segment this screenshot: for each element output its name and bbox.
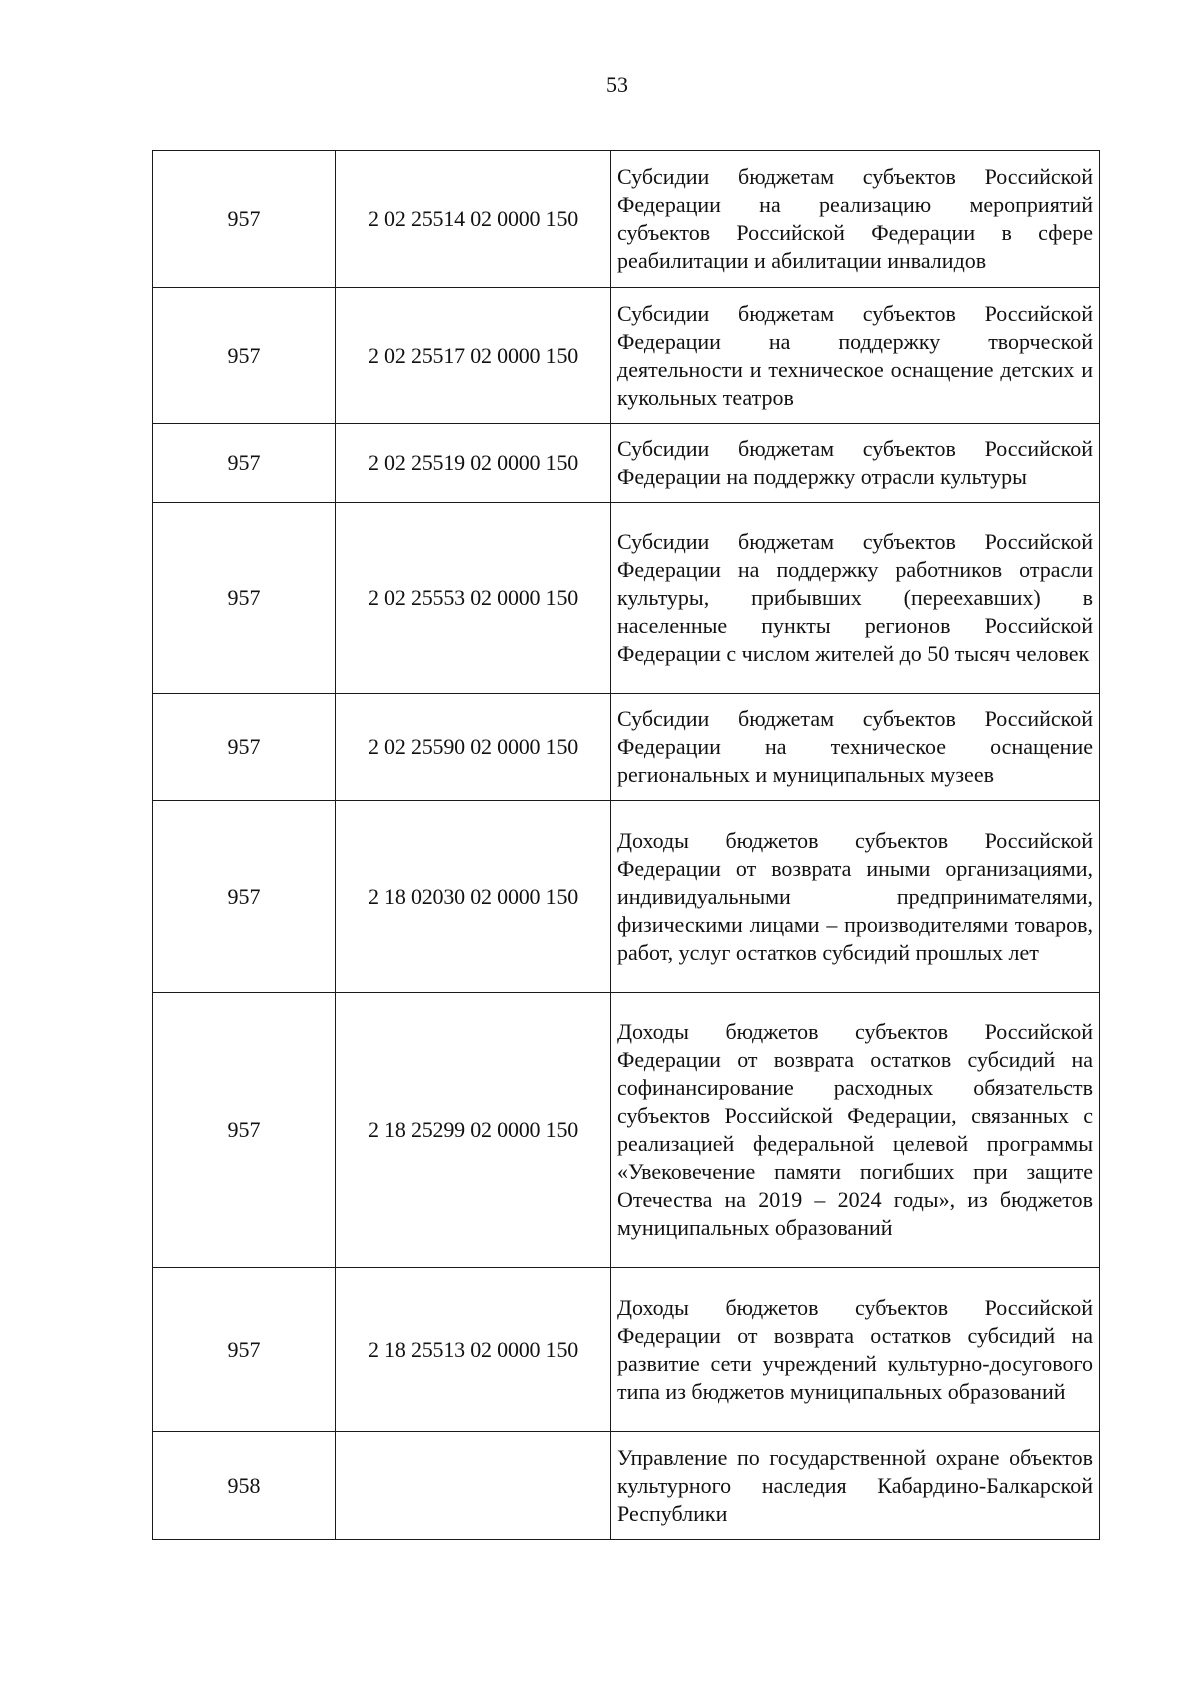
revenue-code-cell: 2 18 02030 02 0000 150 bbox=[336, 801, 611, 993]
description-cell: Доходы бюджетов субъектов Российской Федерации от возврата остатков субсидий на софинансирование расходных обязательств субъектов Российской Федерации, связанных с реализацией федеральной целевой программы «Увековечение памяти погибших при защите Отечества на 2019 – 2024 годы», из бюджетов муниципальных образований bbox=[611, 993, 1100, 1268]
table-row bbox=[153, 151, 1100, 288]
revenue-codes-table bbox=[152, 150, 1100, 1540]
admin-code-cell: 957 bbox=[153, 424, 336, 503]
admin-code-cell: 957 bbox=[153, 801, 336, 993]
description-cell: Субсидии бюджетам субъектов Российской Федерации на поддержку работников отрасли культуры, прибывших (переехавших) в населенные пункты регионов Российской Федерации с числом жителей до 50 тысяч человек bbox=[611, 503, 1100, 694]
admin-code-cell: 957 bbox=[153, 993, 336, 1268]
table-row bbox=[153, 1432, 1100, 1540]
description-cell: Субсидии бюджетам субъектов Российской Федерации на техническое оснащение региональных и муниципальных музеев bbox=[611, 694, 1100, 801]
description-cell: Субсидии бюджетам субъектов Российской Федерации на реализацию мероприятий субъектов Российской Федерации в сфере реабилитации и абилитации инвалидов bbox=[611, 151, 1100, 288]
page-number: 53 bbox=[606, 72, 628, 97]
admin-code-cell: 957 bbox=[153, 288, 336, 424]
revenue-code-cell: 2 02 25590 02 0000 150 bbox=[336, 694, 611, 801]
table-row bbox=[153, 424, 1100, 503]
table-row bbox=[153, 1268, 1100, 1432]
admin-code-cell: 957 bbox=[153, 1268, 336, 1432]
table-row bbox=[153, 694, 1100, 801]
table-row bbox=[153, 801, 1100, 993]
description-cell: Субсидии бюджетам субъектов Российской Федерации на поддержку творческой деятельности и техническое оснащение детских и кукольных театров bbox=[611, 288, 1100, 424]
admin-code-cell: 957 bbox=[153, 151, 336, 288]
revenue-code-cell: 2 02 25553 02 0000 150 bbox=[336, 503, 611, 694]
revenue-code-cell: 2 18 25299 02 0000 150 bbox=[336, 993, 611, 1268]
table-row bbox=[153, 993, 1100, 1268]
description-cell: Управление по государственной охране объектов культурного наследия Кабардино-Балкарской Республики bbox=[611, 1432, 1100, 1540]
revenue-code-cell: 2 02 25514 02 0000 150 bbox=[336, 151, 611, 288]
admin-code-cell: 958 bbox=[153, 1432, 336, 1540]
table-row bbox=[153, 288, 1100, 424]
description-cell: Доходы бюджетов субъектов Российской Федерации от возврата иными организациями, индивидуальными предпринимателями, физическими лицами – производителями товаров, работ, услуг остатков субсидий прошлых лет bbox=[611, 801, 1100, 993]
revenue-code-cell: 2 02 25517 02 0000 150 bbox=[336, 288, 611, 424]
revenue-code-cell bbox=[336, 1432, 611, 1540]
revenue-code-cell: 2 02 25519 02 0000 150 bbox=[336, 424, 611, 503]
revenue-code-cell: 2 18 25513 02 0000 150 bbox=[336, 1268, 611, 1432]
table-row bbox=[153, 503, 1100, 694]
description-cell: Доходы бюджетов субъектов Российской Федерации от возврата остатков субсидий на развитие сети учреждений культурно-досугового типа из бюджетов муниципальных образований bbox=[611, 1268, 1100, 1432]
admin-code-cell: 957 bbox=[153, 694, 336, 801]
admin-code-cell: 957 bbox=[153, 503, 336, 694]
description-cell: Субсидии бюджетам субъектов Российской Федерации на поддержку отрасли культуры bbox=[611, 424, 1100, 503]
